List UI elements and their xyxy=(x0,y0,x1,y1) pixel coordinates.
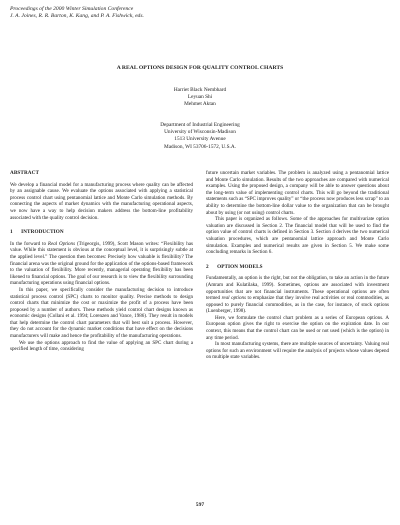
intro-book-title: Real Options xyxy=(47,240,76,247)
affiliation-line: Department of Industrial Engineering xyxy=(160,122,240,128)
options-paragraph-1 xyxy=(206,275,389,315)
intro-continuation: future uncertain market variables. The problem is analyzed using a pentanomial lattice and Monte Carlo simulation. Results of the two approaches are compared with numerical examples. Using the proposed design, a company will be able to answer questions about the long-term value of implementing control charts. This will go beyond the traditional statements such as “SPC improves quality” or “the process now produces less scrap” to an ability to determine the bottom-line dollar value to the organization that can be brought about by using (or not using) control charts. xyxy=(206,170,389,216)
intro-text: In the forward to xyxy=(10,240,48,247)
intro-paragraph-3: We use the options approach to find the value of applying an SPC chart during a specified length of time, considering xyxy=(10,339,193,353)
intro-paragraph-1 xyxy=(10,241,193,287)
affiliation-line: 1513 University Avenue xyxy=(174,136,226,143)
left-column xyxy=(10,170,193,353)
options-text: Fundamentally, an option is the right, but not the obligation, to take an action in the future (Amram and Kulatilaka, 1999). Sometimes, options are associated with investment opportunities that are not financial instruments. These operational options are often termed xyxy=(206,275,389,302)
page-number: 597 xyxy=(195,502,205,508)
options-term: real options xyxy=(221,295,246,302)
author-name: Mehmet Aktan xyxy=(184,101,216,108)
options-paragraph-3: In most manufacturing systems, there are multiple sources of uncertainty. Valuing real options for such an environment will require the analysis of projects whose values depend on multiple state variables. xyxy=(206,341,389,361)
paper-title: A REAL OPTIONS DESIGN FOR QUALITY CONTROL CHARTS xyxy=(116,65,284,71)
abstract-heading: ABSTRACT xyxy=(10,170,40,176)
introduction-heading: 1 INTRODUCTION xyxy=(10,229,64,236)
author-name: Leyuan Shi xyxy=(187,94,213,101)
options-paragraph-2: Here, we formulate the control chart problem as a series of European options. A European option gives the right to exercise the option on the expiration date. In our context, this means that the control chart can be used or not used (which is the option) in any time period. xyxy=(206,314,389,341)
organization-paragraph: This paper is organized as follows. Some of the approaches for multivariate option valuation are discussed in Section 2. The financial model that will be used to find the option value of control charts is defined in Section 3. Section 4 derives the two numerical valuation procedures, which are pentanomial lattice approach and Monte Carlo simulation. Examples and numerical results are given in Section 5. We make some concluding remarks in Section 6. xyxy=(206,216,389,256)
right-column xyxy=(206,170,389,361)
proceedings-title: Proceedings of the 2000 Winter Simulation Conference xyxy=(10,6,134,12)
author-list xyxy=(0,87,400,109)
abstract-text: We develop a financial model for a manufacturing process where quality can be affected by an assignable cause. We evaluate the options associated with applying a statistical process control chart using pentanomial lattice and Monte Carlo simulation methods. By connecting the aspects of market dynamics with the manufacturing operational aspects, we now have a way to help decision makers address the bottom-line profitability associated with the quality control decision. xyxy=(10,181,193,221)
option-models-heading: 2 OPTION MODELS xyxy=(206,263,263,270)
options-text: to emphasize that they involve real activities or real commodities, as opposed to purely financial commodities, as in the case, for instance, of stock options (Luenberger, 1998). xyxy=(206,295,389,315)
intro-text: (Trigeorgis, 1999), Scott Mason writes: “Flexibility has value. While this statement is obvious at the conceptual level, it is surprisingly subtle at the applied level.” The question then becomes: Precisely how valuable is flexibility? The financial arena was the original ground for the application of the options-based framework to the valuation of flexibility. More recently, managerial operating flexibility has been likened to financial options. The goal of our research is to view the flexibility surrounding manufacturing operations using financial options. xyxy=(10,240,193,287)
intro-paragraph-2: In this paper, we specifically consider the manufacturing decision to introduce statistical process control (SPC) charts to monitor quality. Precise methods to design control charts that minimize the cost or maximize the profit of a process have been proposed by a number of authors. These methods yield control chart designs known as economic designs (Collani et al. 1994; Lorenzen and Vance, 1986). They result in models that help determine the control chart parameters that will best suit a process. However, they do not account for the dynamic market conditions that have effect on the decisions manufacturers will make and hence the profitability of the manufacturing operations. xyxy=(10,286,193,340)
proceedings-header xyxy=(10,6,210,20)
affiliation-line: University of Wisconsin-Madison xyxy=(164,129,236,136)
affiliation xyxy=(0,122,400,151)
proceedings-editors: J. A. Joines, R. R. Barton, K. Kang, and P. A. Fishwick, eds. xyxy=(10,13,144,19)
author-name: Harriet Black Nembhard xyxy=(173,87,227,93)
affiliation-line: Madison, WI 53706-1572, U.S.A. xyxy=(164,143,236,150)
